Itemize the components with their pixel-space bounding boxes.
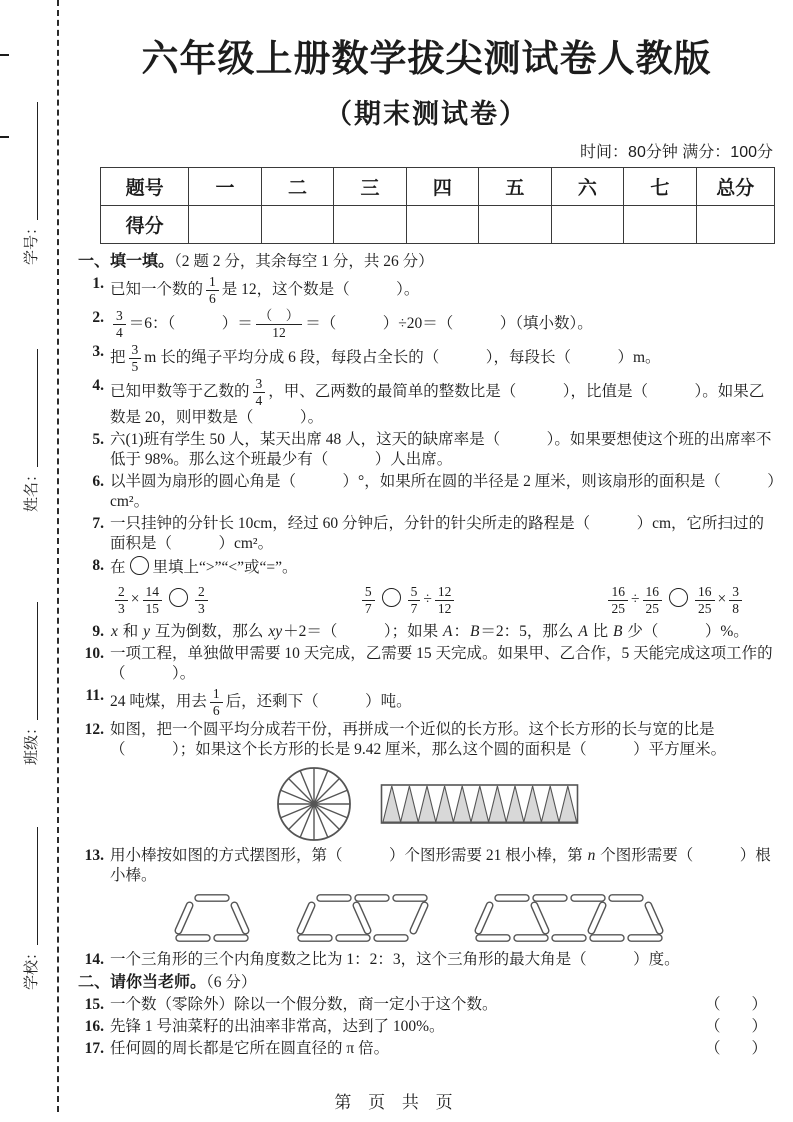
- question-number: 17.: [84, 1040, 104, 1058]
- question-number: 6.: [92, 473, 104, 491]
- question-text: 里填上“>”“<”或“=”。: [152, 559, 298, 577]
- section-2-points: （6 分）: [206, 974, 257, 992]
- stick-trapezoid-figure-3: [472, 890, 682, 948]
- question-text: 先锋 1 号油菜籽的出油率非常高，达到了 100%。: [110, 1018, 445, 1036]
- question-text: ＝6：（ ）＝: [128, 314, 253, 332]
- stick-trapezoid-figure-1: [172, 890, 268, 948]
- score-cell-2: [334, 206, 406, 244]
- question-number: 9.: [92, 623, 104, 641]
- fraction-denominator: 7: [364, 600, 372, 616]
- comparison-circle-blank: [382, 588, 401, 607]
- page-footer: 第 页 共 页: [334, 1093, 459, 1112]
- sidebar-blank-line: [37, 602, 38, 720]
- section-2-heading: [78, 973, 775, 993]
- question-text: 比: [588, 623, 613, 641]
- question-text: 个图形需要（ ）根小棒。: [110, 847, 771, 885]
- question-number: 12.: [84, 721, 104, 739]
- true-false-answer-blank: （ ）: [704, 996, 767, 1014]
- question-item-5: [78, 430, 775, 470]
- fraction-denominator: 25: [698, 600, 712, 616]
- fraction-numerator: 3: [113, 308, 126, 325]
- comparison-circle-blank: [130, 556, 149, 575]
- fraction-numerator: （ ）: [256, 308, 303, 325]
- fraction-numerator: 14: [143, 584, 163, 601]
- score-cell-4: [479, 206, 551, 244]
- comparison-circle-blank: [669, 588, 688, 607]
- fraction: [643, 584, 663, 616]
- fraction-numerator: 3: [129, 342, 142, 359]
- question-body: [110, 721, 726, 758]
- fraction-denominator: 5: [131, 358, 139, 374]
- fraction: [129, 342, 142, 374]
- score-cell-5: [551, 206, 623, 244]
- fraction: [143, 584, 163, 616]
- crop-mark-top: [0, 54, 9, 56]
- question-number: 10.: [84, 645, 104, 663]
- fraction-denominator: 8: [732, 600, 739, 616]
- dashed-cut-line: [57, 0, 59, 1112]
- question-item-11: [78, 686, 775, 718]
- question-text: 少（ ）%。: [623, 623, 749, 641]
- fraction: [210, 686, 223, 718]
- fraction: [729, 584, 742, 616]
- comparison-expression-1: [112, 584, 211, 616]
- fraction-numerator: 3: [729, 584, 742, 601]
- math-variable: y: [143, 623, 151, 641]
- comparison-expressions-row: [78, 580, 775, 620]
- fraction-numerator: 16: [643, 584, 663, 601]
- question-number: 11.: [85, 687, 104, 705]
- fraction: [256, 308, 303, 340]
- fraction-numerator: 2: [195, 584, 208, 601]
- score-cell-0: [189, 206, 261, 244]
- math-variable: B: [469, 623, 480, 641]
- fraction-denominator: 7: [410, 600, 418, 616]
- sidebar-field-1: [20, 349, 41, 512]
- question-number: 14.: [84, 951, 104, 969]
- question-text: ÷: [423, 590, 432, 608]
- fraction-numerator: 1: [210, 686, 223, 703]
- fraction: [113, 308, 126, 340]
- score-cell-3: [406, 206, 478, 244]
- score-table-col-7: 七: [624, 168, 696, 206]
- fraction-denominator: 12: [272, 324, 286, 340]
- question-text: ×: [130, 590, 140, 608]
- question-number: 16.: [84, 1018, 104, 1036]
- circle-sectors-figure: [274, 764, 354, 844]
- fraction-denominator: 25: [611, 600, 625, 616]
- true-false-answer-blank: （ ）: [704, 1040, 767, 1058]
- sidebar-field-0: [20, 102, 41, 265]
- page-subtitle: （期末测试卷）: [325, 99, 528, 129]
- question-text: ÷: [630, 590, 640, 608]
- question-body: [110, 376, 765, 427]
- math-variable: A: [578, 623, 588, 641]
- question-item-15: [78, 995, 775, 1015]
- question-text: 一项工程，单独做甲需要 10 天完成，乙需要 15 天完成。如果甲、乙合作，5 天能完成这项工作的（ ）。: [110, 645, 773, 683]
- question-text: 一个三角形的三个内角度数之比为 1：2：3，这个三角形的最大角是（ ）度。: [110, 951, 680, 969]
- fraction-numerator: 1: [206, 274, 219, 291]
- question-text: ＝2：5，那么: [480, 623, 578, 641]
- stick-pattern-figures: [78, 890, 775, 948]
- question-text: 一个数（零除外）除以一个假分数，商一定小于这个数。: [110, 996, 498, 1014]
- score-row-label: 得分: [101, 206, 189, 244]
- sidebar-field-label: 班级：: [23, 719, 40, 765]
- math-variable: B: [613, 623, 623, 641]
- question-number: 7.: [92, 515, 104, 533]
- sidebar-blank-line: [37, 102, 38, 220]
- fraction-denominator: 4: [116, 324, 123, 340]
- question-text: 已知一个数的: [110, 280, 204, 298]
- section-1-questions: [78, 274, 775, 970]
- question-number: 8.: [92, 557, 104, 575]
- score-table-col-2: 二: [261, 168, 333, 206]
- question-text: 互为倒数，那么: [151, 623, 268, 641]
- question-item-13: [78, 846, 775, 886]
- question-item-7: [78, 514, 775, 554]
- question-number: 13.: [84, 847, 104, 865]
- score-table-col-5: 五: [479, 168, 551, 206]
- sidebar-field-label: 姓名：: [23, 466, 40, 512]
- sidebar-field-label: 学校：: [23, 944, 40, 990]
- comparison-circle-blank: [169, 588, 188, 607]
- fraction-numerator: 2: [115, 584, 128, 601]
- comparison-expression-2: [359, 584, 458, 616]
- section-2-questions: [78, 995, 775, 1059]
- question-item-8: [78, 556, 775, 578]
- question-item-1: [78, 274, 775, 306]
- section-1-points: （2 题 2 分，其余每空 1 分，共 26 分）: [174, 253, 434, 270]
- question-item-14: [78, 950, 775, 970]
- score-table-col-8: 总分: [696, 168, 774, 206]
- time-score-info: 时间：80分钟 满分：100分: [580, 144, 773, 161]
- sidebar-field-3: [20, 827, 41, 990]
- question-text: 24 吨煤，用去: [110, 692, 207, 710]
- fraction: [435, 584, 455, 616]
- question-item-9: [78, 622, 775, 642]
- circle-to-rectangle-figure: [78, 764, 775, 844]
- math-variable: n: [587, 847, 596, 865]
- question-body: [110, 847, 771, 884]
- question-number: 2.: [92, 309, 104, 327]
- question-text: 后，还剩下（ ）吨。: [225, 692, 412, 710]
- sidebar-field-label: 学号：: [23, 219, 40, 265]
- question-body: [110, 473, 775, 510]
- question-body: [110, 274, 420, 306]
- section-1-title: 一、填一填。: [78, 253, 175, 270]
- question-text: 以半圆为扇形的圆心角是（ ）°，如果所在圆的半径是 2 厘米，则该扇形的面积是（ ）cm²。: [110, 473, 775, 511]
- fraction-numerator: 5: [362, 584, 375, 601]
- question-number: 4.: [92, 377, 104, 395]
- sidebar-field-2: [20, 602, 41, 765]
- fraction: [206, 274, 219, 306]
- page-title: 六年级上册数学拔尖测试卷人教版: [141, 38, 712, 79]
- question-text: 已知甲数等于乙数的: [110, 382, 250, 400]
- question-item-12: [78, 720, 775, 760]
- math-variable: A: [442, 623, 453, 641]
- question-item-6: [78, 472, 775, 512]
- math-variable: xy: [268, 623, 283, 641]
- question-body: [110, 308, 593, 340]
- fraction-numerator: 12: [435, 584, 455, 601]
- fraction: [608, 584, 628, 616]
- question-item-2: [78, 308, 775, 340]
- fraction-denominator: 3: [118, 600, 125, 616]
- score-table: [100, 167, 775, 244]
- score-table-col-6: 六: [551, 168, 623, 206]
- question-flow: [78, 252, 775, 1059]
- fraction-numerator: 16: [695, 584, 715, 601]
- question-text: 是 12，这个数是（ ）。: [221, 280, 420, 298]
- question-number: 15.: [84, 996, 104, 1014]
- rectangle-from-sectors-figure: [380, 781, 580, 827]
- fraction: [695, 584, 715, 616]
- fraction-denominator: 6: [212, 702, 220, 718]
- fraction: [115, 584, 128, 616]
- fraction-numerator: 5: [408, 584, 421, 601]
- question-number: 5.: [92, 431, 104, 449]
- question-body: [110, 559, 298, 576]
- fraction-denominator: 25: [645, 600, 659, 616]
- question-text: ＝（ ）÷20＝（ ）（填小数）。: [305, 314, 593, 332]
- question-text: 把: [110, 348, 126, 366]
- score-cell-7: [696, 206, 774, 244]
- question-text: m 长的绳子平均分成 6 段，每段占全长的（ ），每段长（ ）m。: [144, 348, 661, 366]
- question-item-3: [78, 342, 775, 374]
- question-text: 和: [118, 623, 143, 641]
- question-number: 1.: [92, 275, 104, 292]
- score-table-col-1: 一: [189, 168, 261, 206]
- question-body: [110, 995, 498, 1015]
- fraction: [408, 584, 421, 616]
- stick-trapezoid-figure-2: [294, 890, 446, 948]
- question-text: ：: [453, 623, 469, 641]
- score-table-corner: 题号: [101, 168, 189, 206]
- sidebar-blank-line: [37, 827, 38, 945]
- question-text: ，甲、乙两数的最简单的整数比是（ ），比值是（ ）。如果乙数是 20，则甲数是（ ）。: [110, 382, 765, 427]
- section-1-heading: [78, 252, 775, 272]
- question-text: ＋2＝（ ）；如果: [283, 623, 442, 641]
- score-cell-1: [261, 206, 333, 244]
- question-text: 任何圆的周长都是它所在圆直径的 π 倍。: [110, 1040, 390, 1058]
- fraction-numerator: 16: [608, 584, 628, 601]
- question-text: 用小棒按如图的方式摆图形，第（ ）个图形需要 21 根小棒，第: [110, 847, 587, 865]
- question-text: ×: [717, 590, 727, 608]
- question-body: [110, 431, 771, 468]
- fraction-denominator: 3: [198, 600, 205, 616]
- question-body: [110, 515, 764, 552]
- fraction-numerator: 3: [253, 376, 266, 393]
- question-body: [110, 342, 661, 374]
- fraction-denominator: 4: [255, 392, 263, 408]
- exam-page: [78, 0, 775, 1061]
- fraction-denominator: 12: [437, 600, 452, 616]
- math-variable: x: [111, 623, 118, 641]
- question-item-4: [78, 376, 775, 428]
- fraction: [253, 376, 266, 408]
- question-text: 一只挂钟的分针长 10cm，经过 60 分钟后，分针的针尖所走的路程是（ ）cm，它所扫过的面积是（ ）cm²。: [110, 515, 764, 553]
- fraction: [195, 584, 208, 616]
- fraction-denominator: 6: [209, 290, 216, 306]
- question-body: [110, 686, 412, 718]
- section-2-title: 二、请你当老师。: [78, 974, 207, 992]
- question-body: [110, 1017, 445, 1037]
- question-item-17: [78, 1039, 775, 1059]
- crop-mark-bottom: [0, 136, 9, 138]
- fraction-denominator: 15: [145, 600, 159, 616]
- comparison-expression-3: [605, 584, 745, 616]
- question-body: [110, 623, 749, 640]
- question-number: 3.: [92, 343, 104, 361]
- question-body: [110, 645, 773, 682]
- question-item-10: [78, 644, 775, 684]
- question-body: [110, 951, 680, 968]
- question-body: [110, 1039, 389, 1059]
- score-cell-6: [624, 206, 696, 244]
- score-table-col-4: 四: [406, 168, 478, 206]
- fraction: [362, 584, 375, 616]
- score-table-col-3: 三: [334, 168, 406, 206]
- true-false-answer-blank: （ ）: [704, 1018, 767, 1036]
- question-text: 六(1)班有学生 50 人，某天出席 48 人，这天的缺席率是（ ）。如果要想使这个班的出席率不低于 98%。那么这个班最少有（ ）人出席。: [110, 431, 772, 469]
- question-item-16: [78, 1017, 775, 1037]
- sidebar-blank-line: [37, 349, 38, 467]
- question-text: 如图，把一个圆平均分成若干份，再拼成一个近似的长方形。这个长方形的长与宽的比是（ ）；如果这个长方形的长是 9.42 厘米，那么这个圆的面积是（ ）平方厘米。: [110, 721, 727, 759]
- question-text: 在: [110, 559, 126, 577]
